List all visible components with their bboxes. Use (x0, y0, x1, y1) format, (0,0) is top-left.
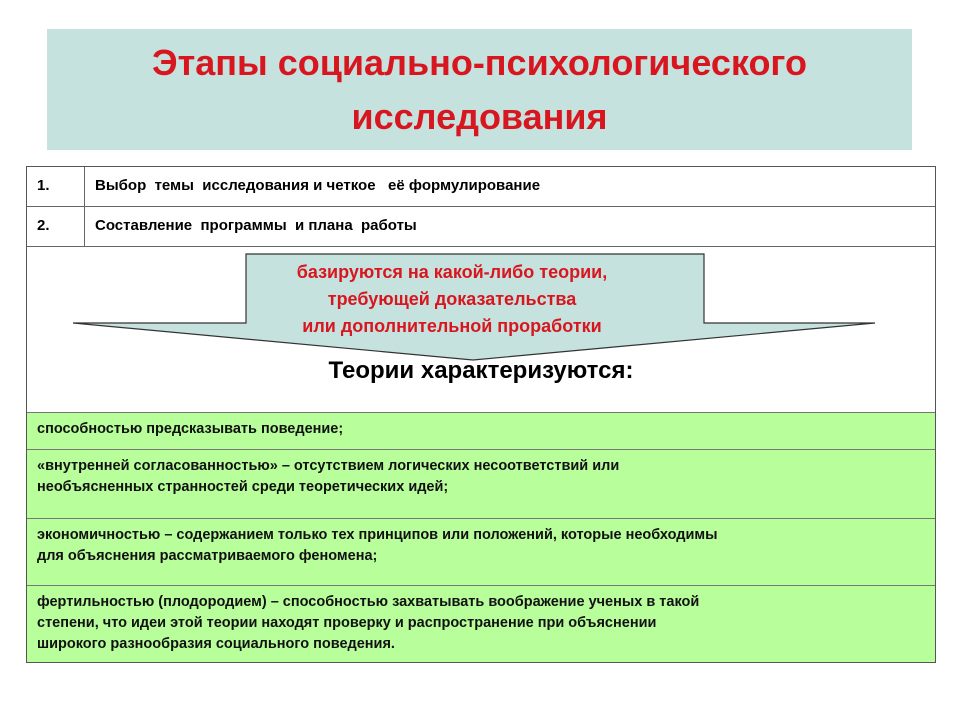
item-line: необъясненных странностей среди теоретических идей; (37, 479, 449, 495)
step-number: 2. (27, 207, 85, 246)
item-line: степени, что идеи этой теории находят проверку и распространение при объяснении (37, 615, 657, 631)
item-line: для объяснения рассматриваемого феномена; (37, 548, 378, 564)
title-line-2: исследования (351, 95, 608, 137)
characteristic-item-4 (27, 585, 935, 662)
arrow-caption-line-1: базируются на какой-либо теории, (296, 262, 608, 282)
title-banner (47, 29, 912, 150)
arrow-caption (242, 259, 662, 340)
characteristic-item-1 (27, 412, 935, 449)
item-line: способностью предсказывать поведение; (37, 421, 344, 437)
item-line: экономичностью – содержанием только тех принципов или положений, которые необходимы (37, 527, 718, 543)
item-line: широкого разнообразия социального поведения. (37, 636, 395, 652)
item-line: фертильностью (плодородием) – способностью захватывать воображение ученых в такой (37, 594, 700, 610)
item-line: «внутренней согласованностью» – отсутствием логических несоответствий или (37, 458, 620, 474)
step-text: Составление программы и плана работы (95, 217, 417, 234)
step-row-1 (27, 167, 935, 207)
arrow-caption-line-2: требующей доказательства (327, 289, 577, 309)
step-row-2 (27, 207, 935, 247)
characteristic-item-3 (27, 518, 935, 585)
step-text: Выбор темы исследования и четкое её формулирование (95, 177, 541, 194)
content-frame (26, 166, 936, 663)
arrow-caption-line-3: или дополнительной проработки (302, 316, 602, 336)
title-line-1: Этапы социально-психологического (152, 41, 807, 83)
step-number: 1. (27, 167, 85, 206)
characteristic-item-2 (27, 449, 935, 518)
characteristics-heading: Теории характеризуются: (328, 357, 634, 384)
